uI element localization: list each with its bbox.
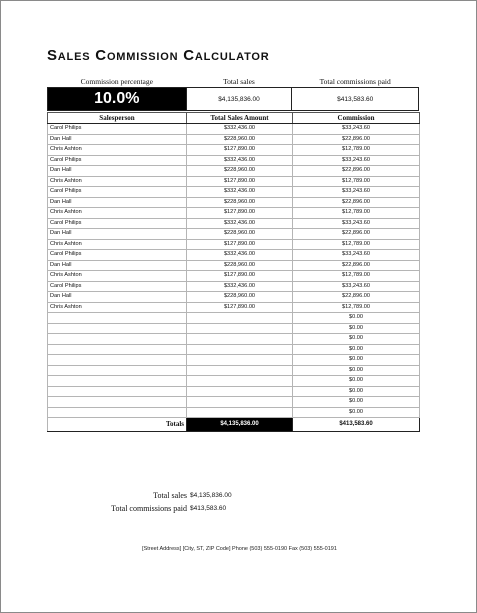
table-row: [48, 155, 420, 166]
company-address: [Street Address] [City, ST, ZIP Code] Phone (503) 555-0190 Fax (503) 555-0191: [142, 546, 337, 552]
cell-commission[interactable]: $12,789.00: [293, 271, 420, 282]
table-row: [48, 250, 420, 261]
cell-total-sales[interactable]: $127,890.00: [187, 145, 293, 156]
table-row: [48, 229, 420, 240]
cell-total-sales[interactable]: $332,436.00: [187, 281, 293, 292]
cell-total-sales[interactable]: $127,890.00: [187, 239, 293, 250]
cell-salesperson[interactable]: [48, 407, 187, 418]
cell-salesperson[interactable]: Dan Hall: [48, 292, 187, 303]
cell-commission[interactable]: $22,896.00: [293, 260, 420, 271]
cell-total-sales[interactable]: [187, 344, 293, 355]
cell-commission[interactable]: $0.00: [293, 397, 420, 408]
header-salesperson: Salesperson: [48, 113, 187, 124]
totals-label: Totals: [48, 418, 187, 432]
cell-total-sales[interactable]: $127,890.00: [187, 271, 293, 282]
cell-salesperson[interactable]: Dan Hall: [48, 134, 187, 145]
cell-commission[interactable]: $0.00: [293, 344, 420, 355]
cell-salesperson[interactable]: Chris Ashton: [48, 271, 187, 282]
cell-commission[interactable]: $12,789.00: [293, 239, 420, 250]
cell-commission[interactable]: $22,896.00: [293, 229, 420, 240]
cell-commission[interactable]: $12,789.00: [293, 176, 420, 187]
cell-salesperson[interactable]: [48, 386, 187, 397]
cell-commission[interactable]: $33,243.60: [293, 281, 420, 292]
header-commission: Commission: [293, 113, 420, 124]
totals-row: [48, 418, 420, 432]
commission-table: [47, 112, 420, 432]
cell-commission[interactable]: $12,789.00: [293, 302, 420, 313]
cell-commission[interactable]: $12,789.00: [293, 145, 420, 156]
table-body: [48, 124, 420, 418]
table-row: [48, 239, 420, 250]
footer-total-sales-value: $4,135,836.00: [190, 492, 232, 499]
cell-total-sales[interactable]: [187, 334, 293, 345]
table-row: [48, 292, 420, 303]
table-row: [48, 376, 420, 387]
cell-commission[interactable]: $33,243.60: [293, 124, 420, 135]
table-row: [48, 407, 420, 418]
cell-salesperson[interactable]: [48, 313, 187, 324]
table-row: [48, 187, 420, 198]
header-total-sales-amount: Total Sales Amount: [187, 113, 293, 124]
cell-total-sales[interactable]: [187, 397, 293, 408]
footer-total-sales-label: Total sales: [153, 491, 187, 500]
commission-percentage-label: Commission percentage: [80, 77, 153, 86]
cell-total-sales[interactable]: $228,960.00: [187, 166, 293, 177]
cell-salesperson[interactable]: Carol Philips: [48, 187, 187, 198]
cell-total-sales[interactable]: $332,436.00: [187, 250, 293, 261]
total-sales-label: Total sales: [223, 77, 255, 86]
cell-commission[interactable]: $22,896.00: [293, 166, 420, 177]
cell-total-sales[interactable]: $127,890.00: [187, 208, 293, 219]
table-row: [48, 145, 420, 156]
cell-commission[interactable]: $22,896.00: [293, 292, 420, 303]
cell-total-sales[interactable]: $228,960.00: [187, 260, 293, 271]
cell-commission[interactable]: $0.00: [293, 407, 420, 418]
table-row: [48, 134, 420, 145]
table-row: [48, 323, 420, 334]
table-row: [48, 218, 420, 229]
table-row: [48, 208, 420, 219]
cell-salesperson[interactable]: Dan Hall: [48, 260, 187, 271]
table-row: [48, 302, 420, 313]
cell-salesperson[interactable]: Chris Ashton: [48, 176, 187, 187]
cell-commission[interactable]: $33,243.60: [293, 187, 420, 198]
footer-total-commissions-value: $413,583.60: [190, 505, 227, 512]
cell-commission[interactable]: $0.00: [293, 323, 420, 334]
cell-salesperson[interactable]: Carol Philips: [48, 281, 187, 292]
table-row: [48, 281, 420, 292]
cell-commission[interactable]: $22,896.00: [293, 134, 420, 145]
cell-total-sales[interactable]: $228,960.00: [187, 134, 293, 145]
cell-salesperson[interactable]: Dan Hall: [48, 229, 187, 240]
total-commissions-value: $413,583.60: [292, 88, 419, 111]
cell-commission[interactable]: $0.00: [293, 334, 420, 345]
cell-total-sales[interactable]: [187, 407, 293, 418]
cell-salesperson[interactable]: [48, 334, 187, 345]
totals-commission-value: $413,583.60: [293, 418, 420, 432]
cell-commission[interactable]: $0.00: [293, 376, 420, 387]
table-row: [48, 260, 420, 271]
footer-summary: [81, 489, 281, 515]
cell-commission[interactable]: $33,243.60: [293, 218, 420, 229]
cell-salesperson[interactable]: [48, 365, 187, 376]
table-row: [48, 334, 420, 345]
cell-total-sales[interactable]: $332,436.00: [187, 187, 293, 198]
table-row: [48, 344, 420, 355]
table-row: [48, 397, 420, 408]
cell-salesperson[interactable]: Chris Ashton: [48, 302, 187, 313]
cell-commission[interactable]: $22,896.00: [293, 197, 420, 208]
table-row: [48, 386, 420, 397]
table-row: [48, 176, 420, 187]
total-commissions-label: Total commissions paid: [319, 77, 391, 86]
cell-commission[interactable]: $33,243.60: [293, 250, 420, 261]
total-sales-value: $4,135,836.00: [186, 88, 292, 111]
cell-total-sales[interactable]: $332,436.00: [187, 155, 293, 166]
table-row: [48, 355, 420, 366]
cell-total-sales[interactable]: [187, 376, 293, 387]
cell-total-sales[interactable]: $332,436.00: [187, 124, 293, 135]
cell-salesperson[interactable]: Carol Philips: [48, 124, 187, 135]
cell-total-sales[interactable]: [187, 323, 293, 334]
cell-commission[interactable]: $0.00: [293, 313, 420, 324]
cell-salesperson[interactable]: Carol Philips: [48, 250, 187, 261]
cell-salesperson[interactable]: Chris Ashton: [48, 208, 187, 219]
totals-sales-value: $4,135,836.00: [187, 418, 293, 432]
cell-salesperson[interactable]: Chris Ashton: [48, 145, 187, 156]
cell-commission[interactable]: $33,243.60: [293, 155, 420, 166]
cell-total-sales[interactable]: [187, 365, 293, 376]
commission-percentage-value[interactable]: 10.0%: [48, 88, 187, 111]
cell-salesperson[interactable]: [48, 344, 187, 355]
cell-total-sales[interactable]: $127,890.00: [187, 176, 293, 187]
cell-total-sales[interactable]: [187, 386, 293, 397]
cell-commission[interactable]: $0.00: [293, 365, 420, 376]
cell-total-sales[interactable]: $228,960.00: [187, 292, 293, 303]
table-row: [48, 197, 420, 208]
cell-total-sales[interactable]: $228,960.00: [187, 229, 293, 240]
summary-table: [47, 73, 419, 111]
cell-salesperson[interactable]: [48, 355, 187, 366]
cell-salesperson[interactable]: [48, 323, 187, 334]
table-row: [48, 313, 420, 324]
cell-total-sales[interactable]: [187, 355, 293, 366]
cell-salesperson[interactable]: [48, 397, 187, 408]
table-row: [48, 271, 420, 282]
cell-commission[interactable]: $0.00: [293, 355, 420, 366]
table-row: [48, 365, 420, 376]
cell-salesperson[interactable]: Chris Ashton: [48, 239, 187, 250]
cell-total-sales[interactable]: $127,890.00: [187, 302, 293, 313]
footer-total-commissions-label: Total commissions paid: [111, 504, 187, 513]
cell-commission[interactable]: $0.00: [293, 386, 420, 397]
table-row: [48, 124, 420, 135]
cell-salesperson[interactable]: Carol Philips: [48, 155, 187, 166]
cell-salesperson[interactable]: Dan Hall: [48, 166, 187, 177]
cell-salesperson[interactable]: Carol Philips: [48, 218, 187, 229]
cell-commission[interactable]: $12,789.00: [293, 208, 420, 219]
cell-total-sales[interactable]: [187, 313, 293, 324]
cell-total-sales[interactable]: $228,960.00: [187, 197, 293, 208]
cell-total-sales[interactable]: $332,436.00: [187, 218, 293, 229]
table-row: [48, 166, 420, 177]
document-title: Sales Commission Calculator: [47, 47, 270, 64]
cell-salesperson[interactable]: [48, 376, 187, 387]
cell-salesperson[interactable]: Dan Hall: [48, 197, 187, 208]
